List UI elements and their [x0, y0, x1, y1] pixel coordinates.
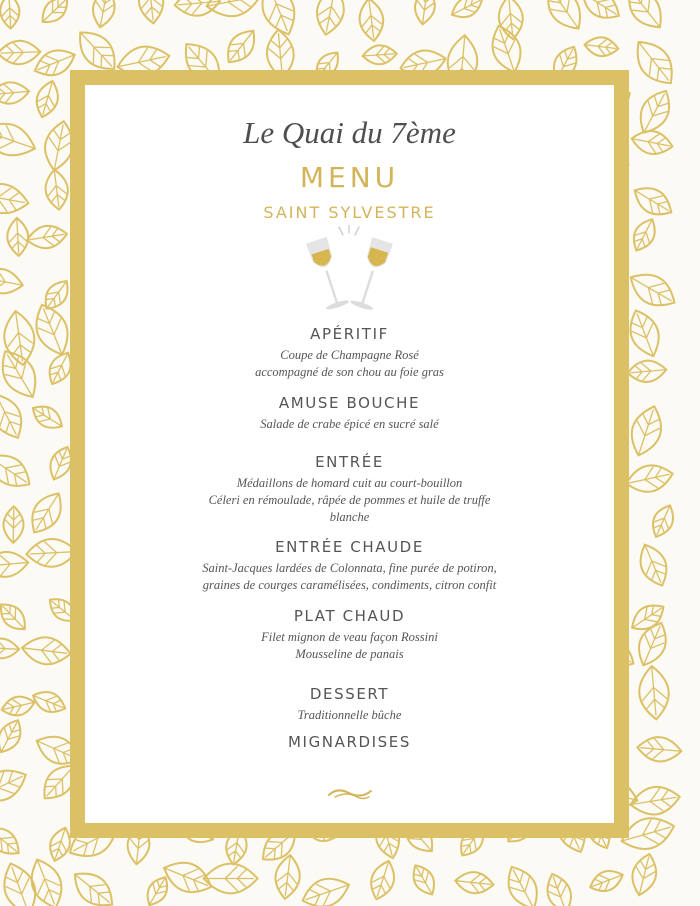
- section-dish-line: Coupe de Champagne Rosé: [280, 348, 419, 362]
- section-dish-line: Filet mignon de veau façon Rossini: [261, 630, 438, 644]
- section-title: ENTRÉE CHAUDE: [275, 538, 424, 556]
- section-dish-line: Mousseline de panais: [295, 647, 404, 661]
- menu-card: [70, 70, 629, 838]
- restaurant-name: Le Quai du 7ème: [243, 115, 456, 150]
- section-dish-line: graines de courges caramélisées, condiments, citron confit: [202, 578, 497, 592]
- section-title: DESSERT: [309, 685, 390, 703]
- section-dish-line: Salade de crabe épicé en sucré salé: [260, 417, 439, 431]
- section-dish-line: Saint-Jacques lardées de Colonnata, fine purée de potiron,: [202, 561, 497, 575]
- section-title: ENTRÉE: [315, 453, 384, 471]
- section-title: AMUSE BOUCHE: [278, 394, 421, 412]
- section-dish-line: accompagné de son chou au foie gras: [255, 365, 444, 379]
- section-dish-line: Céleri en rémoulade, râpée de pommes et huile de truffe: [208, 493, 491, 507]
- section-dish-line: Médaillons de homard cuit au court-bouillon: [236, 476, 463, 490]
- menu-heading: MENU: [299, 161, 400, 194]
- section-dish-line: blanche: [329, 510, 370, 524]
- section-dish-line: Traditionnelle bûche: [297, 708, 402, 722]
- section-title: MIGNARDISES: [288, 733, 411, 751]
- champagne-glasses-icon: [293, 225, 405, 325]
- flourish-ornament-icon: [327, 785, 373, 801]
- section-title: PLAT CHAUD: [293, 607, 406, 625]
- event-name: SAINT SYLVESTRE: [263, 203, 436, 222]
- section-title: APÉRITIF: [310, 325, 389, 343]
